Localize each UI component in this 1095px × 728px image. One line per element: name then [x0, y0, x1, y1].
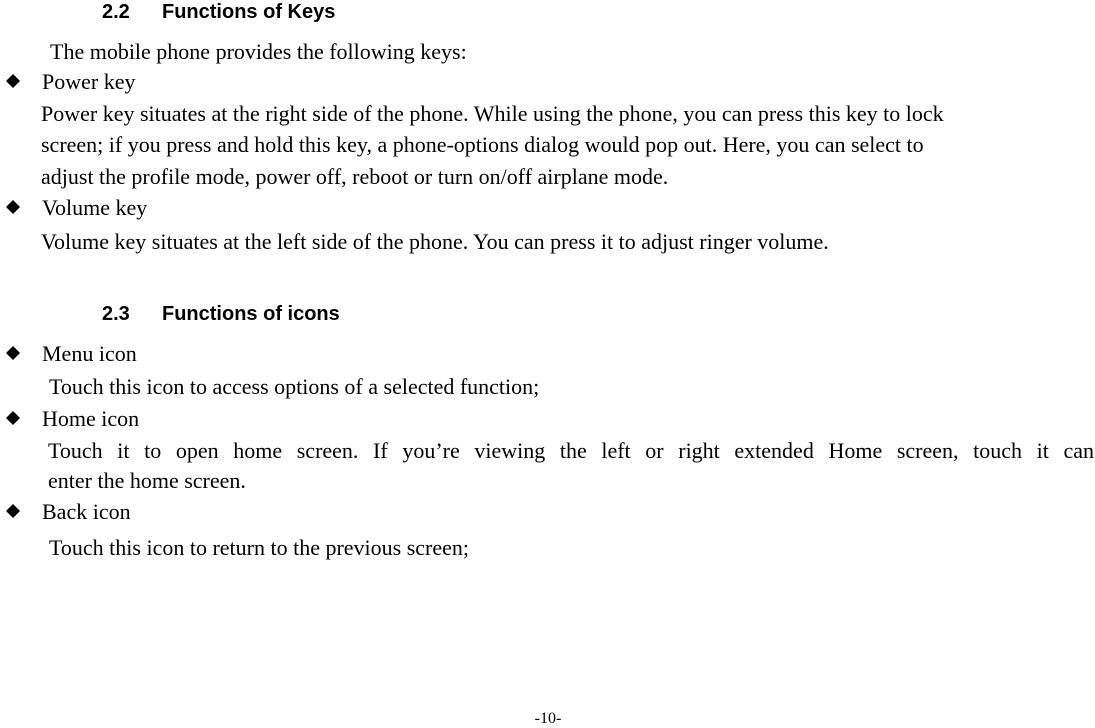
list-item-label: Volume key	[42, 195, 148, 220]
list-item-label: Home icon	[42, 406, 140, 431]
section-number: 2.2	[102, 1, 130, 23]
section-number: 2.3	[102, 303, 130, 325]
list-item-label: Menu icon	[42, 341, 137, 366]
paragraph-line: Power key situates at the right side of the phone. While using the phone, you can press this key to lock	[41, 101, 944, 126]
section-title: Functions of icons	[162, 303, 340, 325]
paragraph-line: screen; if you press and hold this key, a phone-options dialog would pop out. Here, you can select to	[41, 132, 924, 157]
diamond-bullet-icon	[6, 504, 20, 518]
list-item-label: Power key	[42, 69, 136, 94]
list-item-label: Back icon	[42, 499, 131, 524]
section-heading-icons	[102, 302, 502, 326]
paragraph-line: Touch it to open home screen. If you’re viewing the left or right extended Home screen, touch it can	[48, 438, 1094, 463]
diamond-bullet-icon	[6, 346, 20, 360]
paragraph-line: Volume key situates at the left side of the phone. You can press it to adjust ringer volume.	[41, 229, 829, 254]
diamond-bullet-icon	[6, 411, 20, 425]
diamond-bullet-icon	[6, 74, 20, 88]
paragraph-line: Touch this icon to access options of a selected function;	[49, 374, 540, 399]
section-title: Functions of Keys	[162, 1, 336, 23]
diamond-bullet-icon	[6, 200, 20, 214]
paragraph-line: enter the home screen.	[48, 468, 246, 493]
section-heading-keys	[102, 0, 502, 24]
page-number: -10-	[534, 710, 562, 727]
paragraph-line: Touch this icon to return to the previous screen;	[49, 535, 470, 560]
section-intro: The mobile phone provides the following keys:	[50, 39, 467, 64]
paragraph-line: adjust the profile mode, power off, reboot or turn on/off airplane mode.	[41, 164, 669, 189]
